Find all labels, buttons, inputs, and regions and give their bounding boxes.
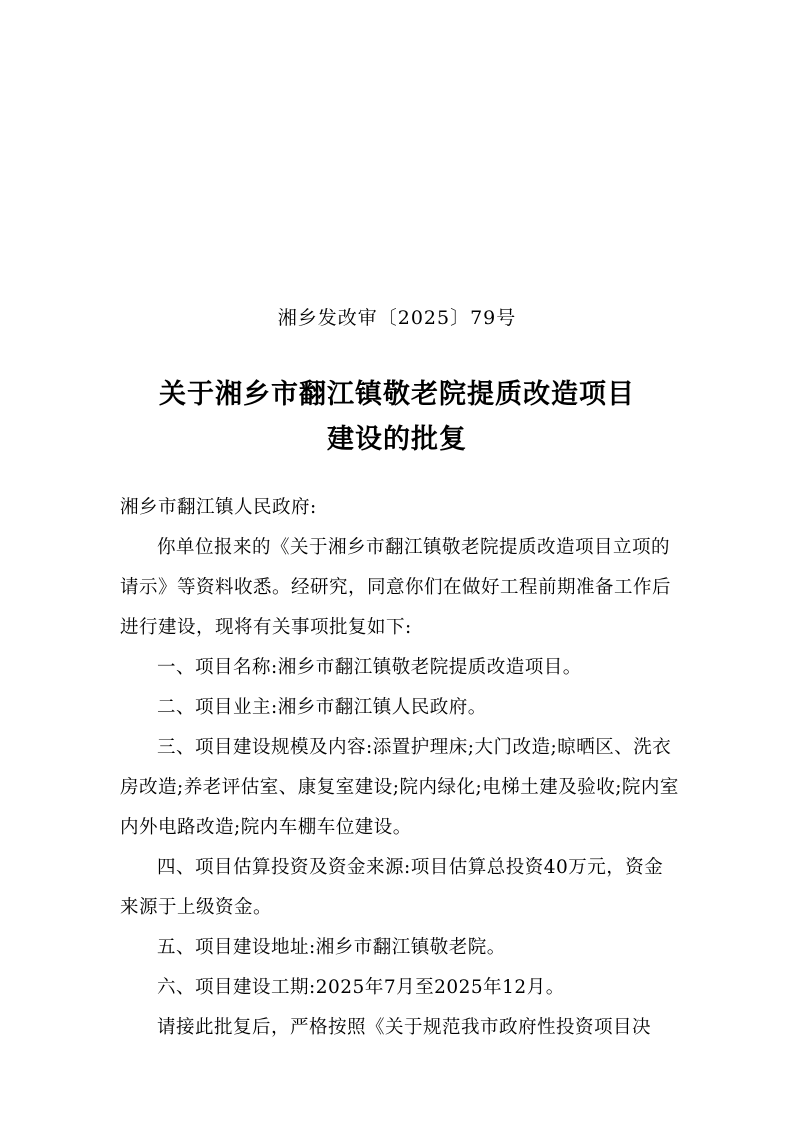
item-project-location: 五、项目建设地址:湘乡市翻江镇敬老院。 xyxy=(157,937,506,958)
item-project-owner: 二、项目业主:湘乡市翻江镇人民政府。 xyxy=(157,697,487,718)
document-number: 湘乡发改审〔2025〕79号 xyxy=(277,307,517,329)
item-project-schedule: 六、项目建设工期:2025年7月至2025年12月。 xyxy=(157,977,565,998)
title-line-1: 关于湘乡市翻江镇敬老院提质改造项目 xyxy=(159,379,635,410)
document-body xyxy=(120,488,680,1048)
closing-paragraph: 请接此批复后，严格按照《关于规范我市政府性投资项目决 xyxy=(157,1017,652,1038)
item-project-investment: 四、项目估算投资及资金来源:项目估算总投资40万元，资金来源于上级资金。 xyxy=(120,857,664,918)
item-project-scope: 三、项目建设规模及内容:添置护理床;大门改造;晾晒区、洗衣房改造;养老评估室、康复室建设;院内绿化;电梯土建及验收;院内室内外电路改造;院内车棚车位建设。 xyxy=(120,737,679,838)
item-project-name: 一、项目名称:湘乡市翻江镇敬老院提质改造项目。 xyxy=(157,657,582,678)
intro-paragraph: 你单位报来的《关于湘乡市翻江镇敬老院提质改造项目立项的请示》等资料收悉。经研究，同意你们在做好工程前期准备工作后进行建设，现将有关事项批复如下: xyxy=(120,537,672,638)
title-line-2: 建设的批复 xyxy=(327,424,467,455)
salutation: 湘乡市翻江镇人民政府: xyxy=(120,497,317,518)
document-title xyxy=(0,372,794,462)
